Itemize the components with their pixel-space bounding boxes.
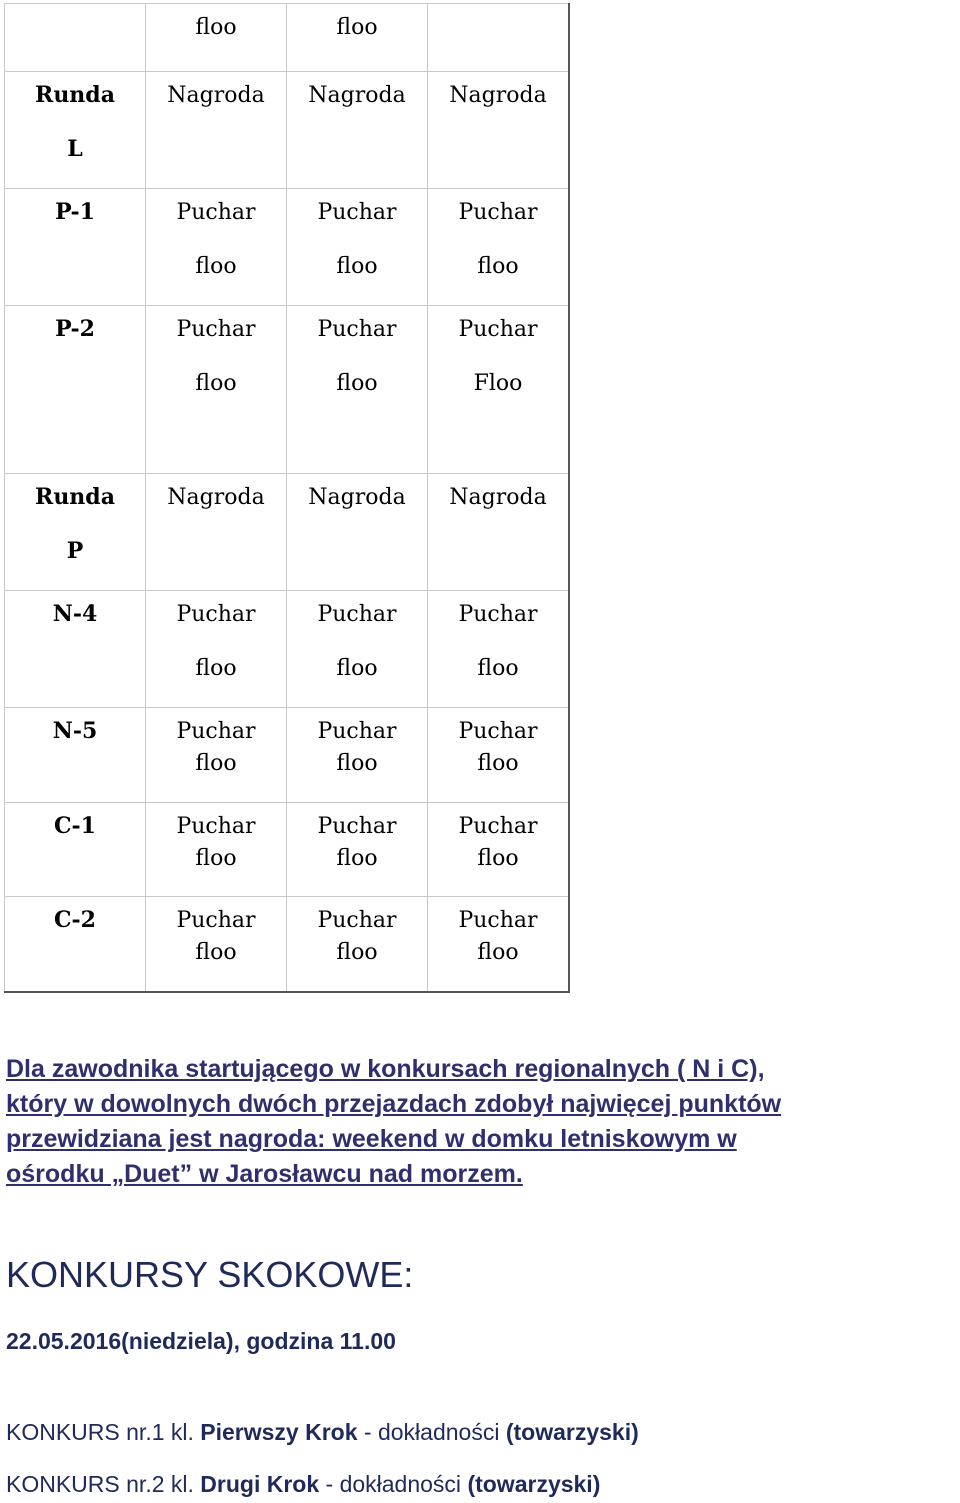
cell-text: floo [195,845,237,871]
cell-text: Puchar [176,908,256,933]
prize-cell [146,474,287,591]
cell-text: Puchar [458,317,538,342]
prize-cell [287,474,428,591]
prize-cell [146,803,287,897]
table-row [5,474,570,591]
cell-text: Nagroda [308,83,406,108]
contest-middle: - dokładności [357,1419,506,1445]
table-row [5,803,570,897]
prize-table [4,3,570,993]
cell-text: floo [195,750,237,776]
table-row [5,591,570,708]
row-label-cell [5,474,146,591]
prize-cell [428,4,570,72]
contest-line-2 [6,1471,600,1498]
cell-text: Puchar [458,814,538,839]
cell-text: floo [336,939,378,965]
table-row [5,189,570,306]
row-label-cell [5,72,146,189]
cell-text: L [67,135,83,162]
prize-cell [428,189,570,306]
cell-text: Puchar [317,908,397,933]
cell-text: Runda [35,484,115,510]
cell-text: Floo [473,370,523,396]
cell-text: floo [477,655,519,681]
prize-cell [428,474,570,591]
cell-text: floo [477,845,519,871]
cell-text: P-2 [55,316,95,342]
cell-text: Nagroda [308,485,406,510]
row-label-cell [5,189,146,306]
contest-line-1 [6,1419,639,1446]
cell-text: P-1 [55,199,95,225]
prize-cell [287,708,428,803]
cell-text: Puchar [176,602,256,627]
cell-text: floo [336,370,378,396]
cell-text: Puchar [458,908,538,933]
cell-text: Puchar [458,719,538,744]
prize-notice [6,1052,956,1192]
row-label-cell [5,591,146,708]
cell-text: floo [336,655,378,681]
contest-middle: - dokładności [319,1471,468,1497]
prize-cell [428,803,570,897]
cell-text: Puchar [317,602,397,627]
prize-cell [146,4,287,72]
cell-text: floo [336,253,378,279]
prize-cell [287,897,428,992]
prize-cell [287,591,428,708]
prize-cell [146,591,287,708]
cell-text: Puchar [176,317,256,342]
cell-text: Nagroda [167,83,265,108]
row-label-cell [5,897,146,992]
cell-text: Nagroda [449,485,547,510]
cell-text: floo [195,15,237,40]
prize-cell [428,591,570,708]
prize-cell [287,72,428,189]
cell-text: C-2 [54,907,96,933]
cell-text: floo [195,939,237,965]
cell-text: Puchar [317,317,397,342]
cell-text: N-5 [52,718,98,744]
prize-cell [146,189,287,306]
prize-cell [287,189,428,306]
prize-cell [146,72,287,189]
prize-cell [146,897,287,992]
event-date: 22.05.2016(niedziela), godzina 11.00 [6,1328,396,1354]
section-heading: KONKURSY SKOKOWE: [6,1254,414,1295]
cell-text: floo [195,370,237,396]
cell-text: Puchar [458,602,538,627]
cell-text: floo [477,253,519,279]
prize-cell [428,306,570,474]
cell-text: floo [195,655,237,681]
cell-text: floo [195,253,237,279]
table-row [5,708,570,803]
contest-name: Pierwszy Krok [200,1419,358,1445]
row-label-cell [5,4,146,72]
cell-text: Nagroda [449,83,547,108]
row-label-cell [5,306,146,474]
prize-cell [428,72,570,189]
row-label-cell [5,803,146,897]
table-row [5,4,570,72]
cell-text: C-1 [54,813,96,839]
cell-text: floo [336,15,378,40]
table-row [5,897,570,992]
prize-cell [287,4,428,72]
table-row [5,72,570,189]
row-label-cell [5,708,146,803]
cell-text: N-4 [52,601,98,627]
cell-text: Puchar [317,719,397,744]
prize-cell [146,306,287,474]
cell-text: floo [477,750,519,776]
contest-type: (towarzyski) [505,1419,639,1445]
cell-text: Puchar [458,200,538,225]
notice-line: przewidziana jest nagroda: weekend w domku letniskowym w [6,1125,737,1153]
contest-prefix: KONKURS nr.1 kl. [6,1419,201,1445]
cell-text: Nagroda [167,485,265,510]
cell-text: floo [477,939,519,965]
prize-cell [146,708,287,803]
notice-line: Dla zawodnika startującego w konkursach regionalnych ( N i C), [6,1055,765,1083]
prize-cell [287,306,428,474]
contest-name: Drugi Krok [200,1471,320,1497]
cell-text: Puchar [317,814,397,839]
cell-text: floo [336,750,378,776]
prize-cell [428,708,570,803]
table-row [5,306,570,474]
contest-type: (towarzyski) [467,1471,601,1497]
cell-text: Runda [35,82,115,108]
cell-text: floo [336,845,378,871]
cell-text: Puchar [176,200,256,225]
notice-line: ośrodku „Duet” w Jarosławcu nad morzem. [6,1160,523,1188]
cell-text: Puchar [176,814,256,839]
contest-prefix: KONKURS nr.2 kl. [6,1471,201,1497]
notice-line: który w dowolnych dwóch przejazdach zdobył najwięcej punktów [6,1090,782,1118]
prize-cell [428,897,570,992]
cell-text: P [66,537,84,564]
cell-text: Puchar [317,200,397,225]
cell-text: Puchar [176,719,256,744]
prize-cell [287,803,428,897]
